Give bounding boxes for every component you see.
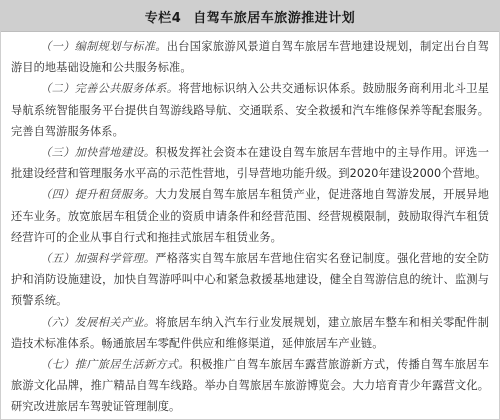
section-3-body: 积极发挥社会资本在建设自驾车旅居车营地中的主导作用。评选一批建设经营和管理服务水平高的示范性营地，引导营地功能升级。到2020年建设2000个营地。	[11, 146, 489, 181]
section-3	[11, 142, 489, 184]
section-3-heading: （三）加快营地建设。	[40, 146, 156, 160]
column-number: 专栏4	[144, 10, 182, 26]
section-1-heading: （一）编制规划与标准。	[40, 40, 167, 53]
section-4-heading: （四）提升租赁服务。	[40, 188, 156, 202]
section-5-heading: （五）加强科学管理。	[40, 252, 156, 266]
section-6	[11, 312, 489, 354]
section-7	[11, 354, 489, 418]
column-content	[1, 32, 499, 418]
section-2-body: 将营地标识纳入公共交通标识体系。鼓励服务商利用北斗卫星导航系统智能服务平台提供自驾游线路导航、交通联系、安全救援和汽车维修保养等配套服务。完善自驾游服务体系。	[11, 82, 490, 138]
section-6-body: 将旅居车纳入汽车行业发展规划，建立旅居车整车和相关零配件制造技术标准体系。畅通旅居车零配件供应和维修渠道，延伸旅居车产业链。	[11, 315, 489, 350]
section-2	[11, 78, 489, 142]
section-4-body: 大力发展自驾车旅居车租赁产业，促进落地自驾游发展，开展异地还车业务。放宽旅居车租赁企业的资质申请条件和经营范围、经营规模限制，鼓励取得汽车租赁经营许可的企业从事自行式和拖挂式旅居车租赁业务。	[11, 188, 489, 244]
section-1-body: 出台国家旅游风景道自驾车旅居车营地建设规划，制定出台自驾游目的地基础设施和公共服务标准。	[11, 40, 489, 75]
section-4	[11, 184, 489, 248]
column-title: 自驾车旅居车旅游推进计划	[193, 10, 356, 26]
section-5	[11, 248, 489, 312]
section-2-heading: （二）完善公共服务体系。	[40, 82, 179, 96]
section-1	[11, 36, 489, 78]
section-7-heading: （七）推广旅居生活新方式。	[40, 358, 190, 372]
column-header	[1, 1, 499, 32]
section-5-body: 严格落实自驾车旅居车营地住宿实名登记制度。强化营地的安全防护和消防设施建设，加快自驾游呼叫中心和紧急救援基地建设，健全自驾游信息的统计、监测与预警系统。	[11, 252, 489, 308]
section-6-heading: （六）发展相关产业。	[40, 315, 156, 329]
section-7-body: 积极推广自驾车旅居车露营旅游新方式，传播自驾车旅居车旅游文化品牌，推广精品自驾车线路。举办自驾旅居车旅游博览会。大力培育青少年露营文化。研究改进旅居车驾驶证管理制度。	[11, 358, 489, 414]
